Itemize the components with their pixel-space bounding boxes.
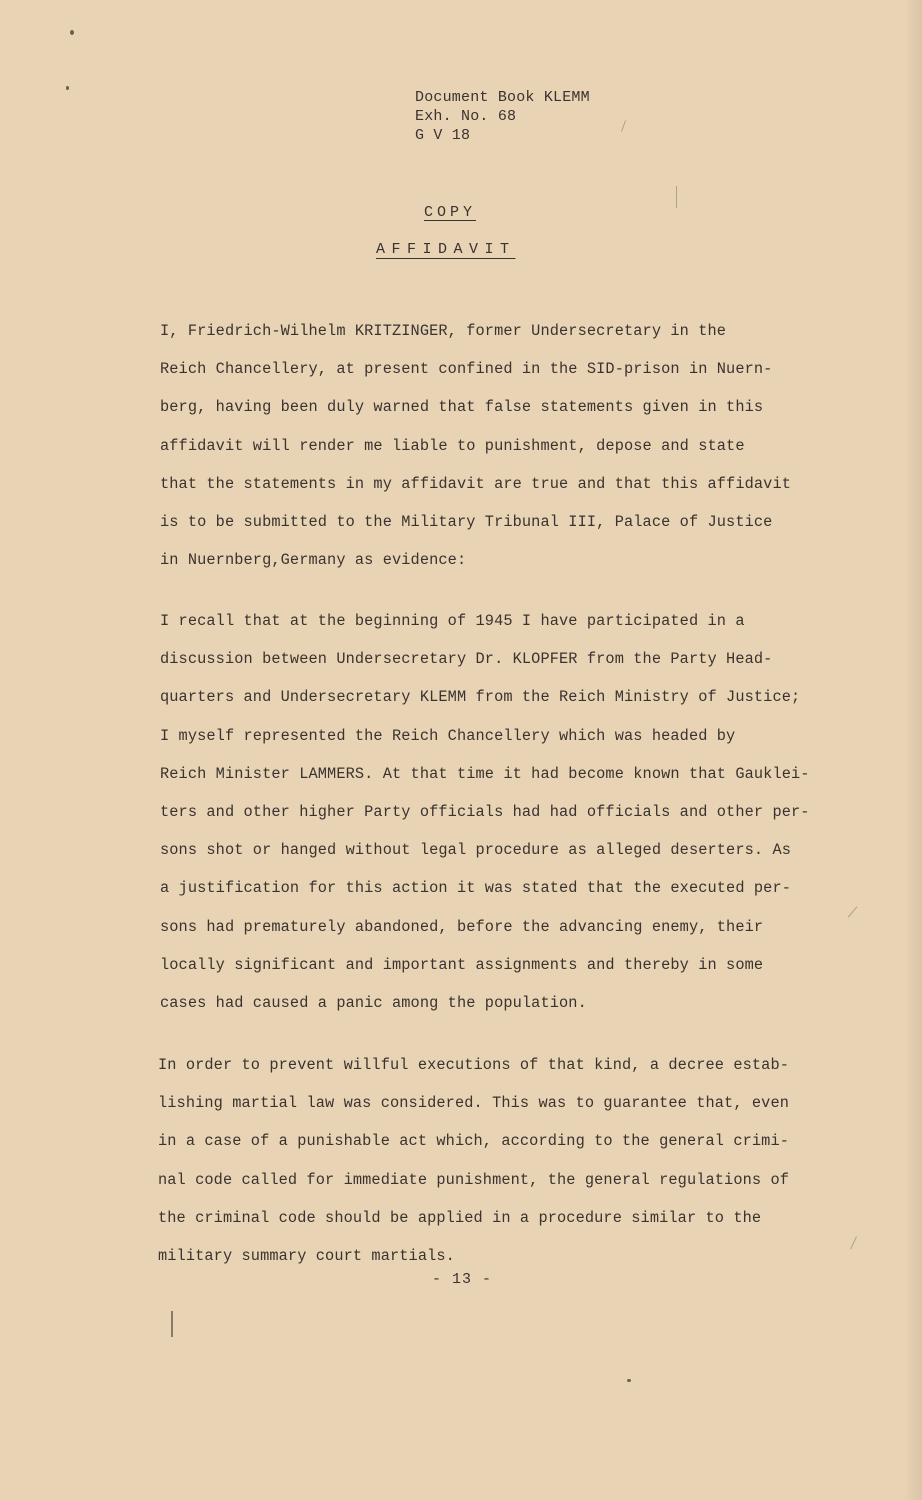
text-line: Reich Chancellery, at present confined in the SID-prison in Nuern- bbox=[160, 360, 773, 379]
text-line: berg, having been duly warned that false statements given in this bbox=[160, 398, 764, 417]
text-line: a justification for this action it was stated that the executed per- bbox=[160, 879, 792, 898]
text-line: sons had prematurely abandoned, before the advancing enemy, their bbox=[160, 917, 764, 936]
text-line: nal code called for immediate punishment, the general regulations of bbox=[158, 1170, 790, 1189]
text-line: lishing martial law was considered. This was to guarantee that, even bbox=[158, 1094, 790, 1113]
paragraph-martial-law bbox=[158, 1046, 789, 1275]
pencil-mark bbox=[850, 1236, 857, 1249]
text-line: the criminal code should be applied in a procedure similar to the bbox=[158, 1208, 762, 1227]
text-line: I myself represented the Reich Chancellery which was headed by bbox=[160, 726, 736, 745]
affidavit-heading: AFFIDAVIT bbox=[376, 241, 516, 258]
document-reference-header bbox=[415, 88, 590, 145]
pencil-mark bbox=[848, 906, 858, 917]
pencil-mark bbox=[676, 186, 677, 208]
text-line: discussion between Undersecretary Dr. KLOPFER from the Party Head- bbox=[160, 650, 773, 669]
text-line: locally significant and important assignments and thereby in some bbox=[160, 955, 764, 974]
text-line: that the statements in my affidavit are true and that this affidavit bbox=[160, 474, 792, 493]
paper-speck bbox=[70, 30, 74, 35]
paper-speck bbox=[66, 86, 69, 90]
text-line: quarters and Undersecretary KLEMM from the Reich Ministry of Justice; bbox=[160, 688, 801, 707]
text-line: In order to prevent willful executions of that kind, a decree estab- bbox=[158, 1056, 790, 1074]
page-edge-shadow bbox=[904, 0, 922, 1500]
text-line: affidavit will render me liable to punishment, depose and state bbox=[160, 436, 745, 455]
page-number: - 13 - bbox=[432, 1271, 493, 1288]
document-book-line: Document Book KLEMM bbox=[415, 89, 590, 106]
text-line: in a case of a punishable act which, according to the general crimi- bbox=[158, 1132, 790, 1151]
paragraph-declaration bbox=[160, 312, 791, 579]
exhibit-number-line: Exh. No. 68 bbox=[415, 108, 517, 125]
pencil-mark bbox=[621, 120, 626, 132]
text-line: is to be submitted to the Military Tribunal III, Palace of Justice bbox=[160, 513, 773, 532]
text-line: I recall that at the beginning of 1945 I have participated in a bbox=[160, 612, 745, 630]
text-line: in Nuernberg,Germany as evidence: bbox=[160, 551, 467, 570]
text-line: cases had caused a panic among the population. bbox=[160, 994, 587, 1013]
text-line: sons shot or hanged without legal procedure as alleged deserters. As bbox=[160, 841, 792, 860]
text-line: ters and other higher Party officials had had officials and other per- bbox=[160, 803, 810, 822]
text-line: military summary court martials. bbox=[158, 1247, 455, 1266]
paper-speck bbox=[627, 1379, 631, 1382]
paragraph-recollection bbox=[160, 602, 810, 1022]
copy-heading: COPY bbox=[424, 204, 477, 221]
text-line: Reich Minister LAMMERS. At that time it had become known that Gauklei- bbox=[160, 764, 810, 783]
pencil-mark bbox=[171, 1311, 173, 1337]
reference-code-line: G V 18 bbox=[415, 127, 471, 144]
text-line: I, Friedrich-Wilhelm KRITZINGER, former Undersecretary in the bbox=[160, 322, 727, 340]
